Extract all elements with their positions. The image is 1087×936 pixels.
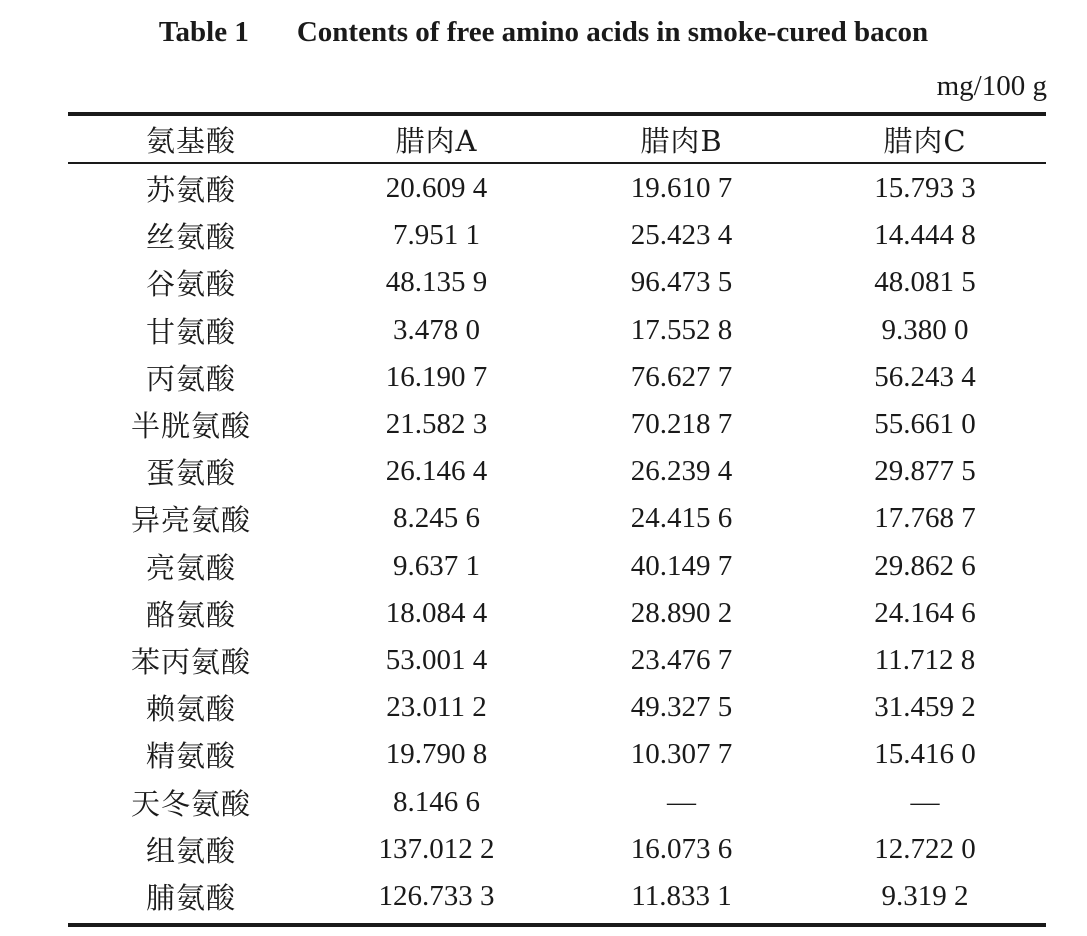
table-row (68, 637, 1046, 684)
header-cell-amino-acid: 氨基酸 (145, 123, 236, 158)
row-amino-acid-name: 半胱氨酸 (130, 409, 251, 444)
bottom-rule (68, 923, 1046, 927)
cell-bacon-b: 40.149 7 (630, 549, 733, 582)
cell-bacon-a: 9.637 1 (393, 549, 480, 582)
table-row (68, 731, 1046, 778)
cell-bacon-c: 15.416 0 (874, 738, 976, 771)
cell-bacon-b: 96.473 5 (630, 266, 733, 299)
cell-bacon-a: 19.790 8 (385, 738, 488, 771)
row-amino-acid-name: 精氨酸 (145, 739, 236, 774)
table-row (68, 590, 1046, 637)
cell-bacon-b: 49.327 5 (630, 691, 733, 724)
table-row (68, 448, 1046, 495)
cell-bacon-a: 8.146 6 (393, 785, 480, 818)
cell-bacon-c: 24.164 6 (874, 596, 976, 629)
table-title: Contents of free amino acids in smoke-cured bacon (296, 16, 929, 48)
table-row (68, 307, 1046, 354)
cell-bacon-c: 12.722 0 (874, 832, 976, 865)
table-caption (0, 16, 1087, 49)
table-body (68, 164, 1046, 923)
cell-bacon-c: 9.319 2 (881, 879, 969, 912)
cell-bacon-a: 3.478 0 (393, 313, 480, 346)
cell-bacon-b: 70.218 7 (630, 408, 733, 441)
header-cell-bacon-a: 腊肉A (395, 123, 478, 158)
table-row (68, 354, 1046, 401)
table-number: Table 1 (158, 16, 249, 48)
row-amino-acid-name: 丙氨酸 (145, 361, 236, 396)
cell-bacon-b: 76.627 7 (630, 360, 733, 393)
unit-label: mg/100 g (936, 70, 1047, 102)
row-amino-acid-name: 苯丙氨酸 (130, 644, 251, 679)
cell-bacon-c: 48.081 5 (874, 266, 976, 299)
row-amino-acid-name: 谷氨酸 (145, 267, 236, 302)
cell-bacon-a: 137.012 2 (378, 832, 495, 865)
table-row (68, 684, 1046, 731)
table-row (68, 401, 1046, 448)
cell-bacon-b: 25.423 4 (630, 219, 733, 252)
row-amino-acid-name: 苏氨酸 (145, 173, 236, 208)
cell-bacon-b: 19.610 7 (630, 172, 733, 205)
row-amino-acid-name: 组氨酸 (145, 833, 236, 868)
header-cell-bacon-b: 腊肉B (640, 123, 723, 158)
cell-bacon-b: 17.552 8 (630, 313, 733, 346)
cell-bacon-c: 56.243 4 (874, 360, 976, 393)
table-row (68, 826, 1046, 873)
cell-bacon-b: 26.239 4 (630, 455, 733, 488)
table-row (68, 259, 1046, 306)
cell-bacon-a: 16.190 7 (385, 360, 488, 393)
cell-bacon-c: 11.712 8 (874, 643, 976, 676)
row-amino-acid-name: 酪氨酸 (145, 597, 236, 632)
cell-bacon-a: 8.245 6 (393, 502, 480, 535)
table-row (68, 543, 1046, 590)
cell-bacon-a: 126.733 3 (378, 879, 495, 912)
table-row (68, 495, 1046, 542)
cell-bacon-a: 7.951 1 (393, 219, 480, 252)
row-amino-acid-name: 亮氨酸 (145, 550, 236, 585)
table-header-row (68, 116, 1046, 162)
row-amino-acid-name: 异亮氨酸 (130, 503, 251, 538)
cell-bacon-c: 31.459 2 (874, 691, 976, 724)
cell-bacon-a: 21.582 3 (385, 408, 488, 441)
row-amino-acid-name: 丝氨酸 (145, 220, 236, 255)
cell-bacon-c: 55.661 0 (874, 408, 976, 441)
cell-bacon-a: 20.609 4 (385, 172, 488, 205)
cell-bacon-b: — (667, 785, 696, 818)
table-row (68, 778, 1046, 825)
cell-bacon-c: 9.380 0 (881, 313, 969, 346)
cell-bacon-a: 53.001 4 (385, 643, 488, 676)
table-row (68, 212, 1046, 259)
row-amino-acid-name: 脯氨酸 (145, 880, 236, 915)
cell-bacon-b: 24.415 6 (630, 502, 733, 535)
cell-bacon-b: 11.833 1 (631, 879, 732, 912)
cell-bacon-c: 14.444 8 (874, 219, 976, 252)
header-cell-bacon-c: 腊肉C (883, 123, 967, 158)
cell-bacon-b: 16.073 6 (630, 832, 733, 865)
cell-bacon-a: 23.011 2 (386, 691, 487, 724)
cell-bacon-b: 28.890 2 (630, 596, 733, 629)
table-row (68, 165, 1046, 212)
cell-bacon-a: 26.146 4 (385, 455, 488, 488)
cell-bacon-c: 17.768 7 (874, 502, 976, 535)
amino-acid-table (68, 112, 1046, 927)
cell-bacon-c: 15.793 3 (874, 172, 976, 205)
row-amino-acid-name: 甘氨酸 (145, 314, 236, 349)
row-amino-acid-name: 天冬氨酸 (130, 786, 251, 821)
row-amino-acid-name: 蛋氨酸 (145, 456, 236, 491)
cell-bacon-c: — (910, 785, 940, 818)
cell-bacon-b: 23.476 7 (630, 643, 733, 676)
cell-bacon-a: 18.084 4 (385, 596, 488, 629)
cell-bacon-b: 10.307 7 (630, 738, 733, 771)
cell-bacon-c: 29.862 6 (874, 549, 976, 582)
row-amino-acid-name: 赖氨酸 (145, 692, 236, 727)
table-row (68, 873, 1046, 920)
cell-bacon-c: 29.877 5 (874, 455, 976, 488)
cell-bacon-a: 48.135 9 (385, 266, 488, 299)
